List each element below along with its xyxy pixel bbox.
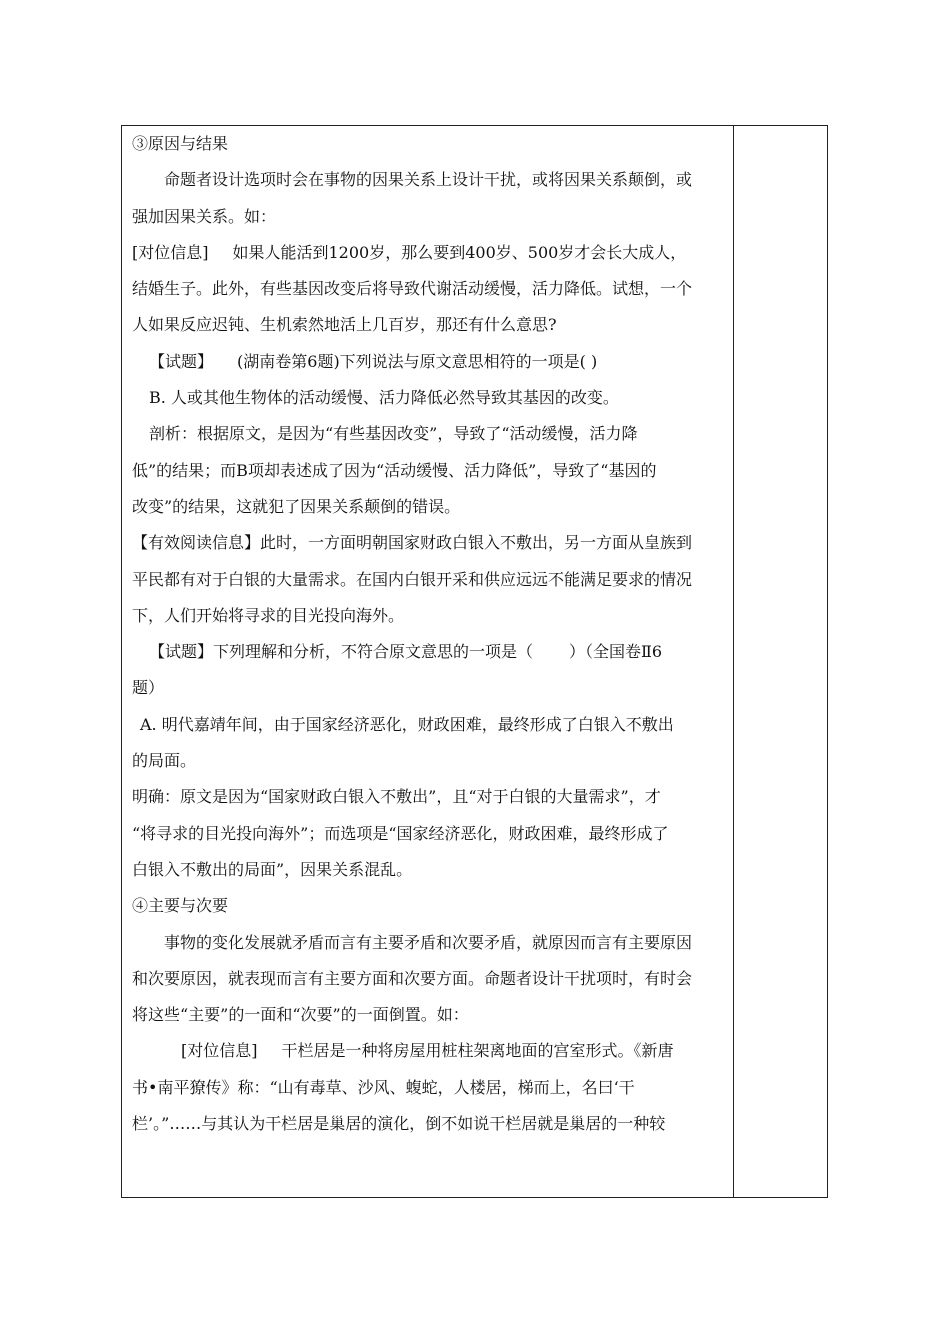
line-text: 命题者设计选项时会在事物的因果关系上设计干扰，或将因果关系颠倒，或 [164, 170, 693, 190]
text-line [132, 743, 730, 779]
text-line [132, 271, 730, 307]
line-text: ③原因与结果 [132, 134, 229, 153]
text-line [132, 1070, 730, 1106]
line-text-continued: 如果人能活到1200岁，那么要到400岁、500岁才会长大成人， [232, 242, 687, 262]
text-line [132, 816, 730, 852]
text-line [132, 380, 730, 416]
text-line [132, 779, 730, 815]
text-line [132, 416, 730, 452]
line-text: 低”的结果；而B项却表述成了因为“活动缓慢、活力降低”，导致了“基因的 [132, 460, 657, 480]
text-line [132, 634, 730, 670]
line-text: 平民都有对于白银的大量需求。在国内白银开采和供应远远不能满足要求的情况 [132, 569, 693, 589]
text-line [132, 489, 730, 525]
line-text: 的局面。 [132, 751, 197, 771]
text-line [132, 199, 730, 235]
line-text-continued: 干栏居是一种将房屋用桩柱架离地面的宫室形式。《新唐 [281, 1041, 674, 1061]
text-line [132, 453, 730, 489]
line-text: 【试题】 [149, 351, 214, 371]
text-line [132, 997, 730, 1033]
text-line [132, 888, 730, 924]
line-text: “将寻求的目光投向海外”；而选项是“国家经济恶化，财政困难，最终形成了 [132, 823, 669, 843]
line-text: [对位信息] [181, 1041, 258, 1061]
line-text-continued: (湖南卷第6题)下列说法与原文意思相符的一项是( ) [237, 351, 598, 371]
text-line [132, 670, 730, 706]
text-line [132, 344, 730, 380]
notes-cell [734, 126, 827, 1197]
text-line [132, 598, 730, 634]
text-line [132, 162, 730, 198]
line-text: 下，人们开始将寻求的目光投向海外。 [132, 605, 405, 625]
line-text: 人如果反应迟钝、生机索然地活上几百岁，那还有什么意思? [132, 315, 557, 335]
text-line [132, 1033, 730, 1069]
text-line [132, 562, 730, 598]
line-text: 【有效阅读信息】此时，一方面明朝国家财政白银入不敷出，另一方面从皇族到 [132, 533, 693, 553]
table-frame [121, 125, 828, 1198]
line-text: A. 明代嘉靖年间，由于国家经济恶化，财政困难，最终形成了白银入不敷出 [140, 714, 674, 734]
line-text: 改变”的结果，这就犯了因果关系颠倒的错误。 [132, 496, 461, 516]
line-text: 和次要原因，就表现而言有主要方面和次要方面。命题者设计干扰项时，有时会 [132, 968, 693, 988]
line-text: 结婚生子。此外，有些基因改变后将导致代谢活动缓慢，活力降低。试想，一个 [132, 279, 693, 299]
text-line [132, 126, 730, 162]
text-line [132, 925, 730, 961]
line-text: 栏’。”……与其认为干栏居是巢居的演化，倒不如说干栏居就是巢居的一种较 [132, 1114, 666, 1134]
line-text: ④主要与次要 [132, 896, 229, 916]
line-text: 强加因果关系。如： [132, 206, 277, 226]
line-text: 【试题】下列理解和分析，不符合原文意思的一项是（ [149, 642, 534, 662]
line-text: 明确：原文是因为“国家财政白银入不敷出”，且“对于白银的大量需求”，才 [132, 787, 661, 807]
text-line [132, 707, 730, 743]
text-line [132, 1106, 730, 1142]
line-text: 事物的变化发展就矛盾而言有主要矛盾和次要矛盾，就原因而言有主要原因 [164, 932, 693, 952]
line-text: 题） [132, 678, 165, 698]
text-line [132, 307, 730, 343]
text-line [132, 961, 730, 997]
line-text-continued: ）（全国卷Ⅱ6 [569, 642, 663, 662]
line-text: 书•南平獠传》称：“山有毒草、沙风、蝮蛇，人楼居，梯而上，名曰‘干 [132, 1077, 635, 1097]
text-line [132, 852, 730, 888]
main-cell [132, 126, 730, 1142]
text-line [132, 235, 730, 271]
line-text: 白银入不敷出的局面”，因果关系混乱。 [132, 859, 413, 879]
text-line [132, 525, 730, 561]
line-text: [对位信息] [132, 242, 209, 262]
line-text: 将这些“主要”的一面和“次要”的一面倒置。如： [132, 1005, 469, 1025]
line-text: 剖析：根据原文，是因为“有些基因改变”，导致了“活动缓慢，活力降 [149, 424, 638, 444]
line-text: B. 人或其他生物体的活动缓慢、活力降低必然导致其基因的改变。 [149, 388, 619, 408]
